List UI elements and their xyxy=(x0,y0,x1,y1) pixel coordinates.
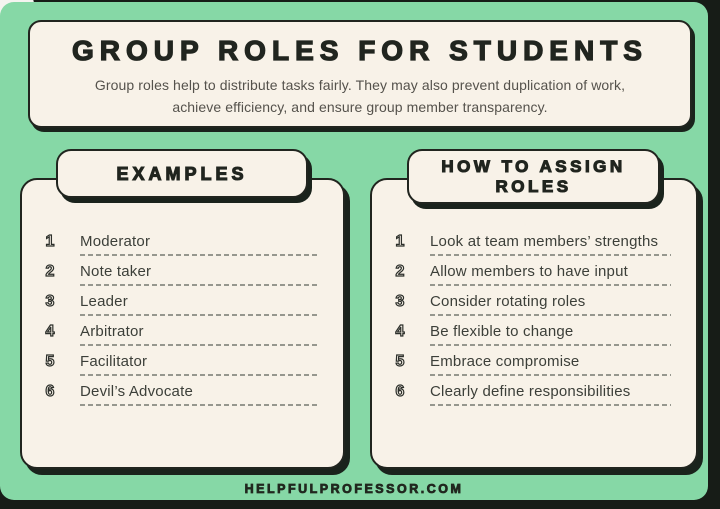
step-label: Embrace compromise xyxy=(430,353,580,370)
list-item xyxy=(22,324,343,354)
dashed-underline xyxy=(430,404,671,406)
list-item xyxy=(372,354,696,384)
item-number: 3 xyxy=(395,293,405,310)
item-number: 5 xyxy=(45,353,55,370)
examples-panel xyxy=(20,178,345,469)
dashed-underline xyxy=(430,344,671,346)
item-number: 3 xyxy=(45,293,55,310)
examples-heading: EXAMPLES xyxy=(116,163,248,184)
role-label: Devil’s Advocate xyxy=(80,383,193,400)
step-label: Clearly define responsibilities xyxy=(430,383,631,400)
page-subtitle xyxy=(30,74,690,118)
list-item xyxy=(22,234,343,264)
list-item xyxy=(372,264,696,294)
item-number: 1 xyxy=(395,233,405,250)
assign-roles-heading-line-1: HOW TO ASSIGN xyxy=(441,156,626,176)
list-item xyxy=(372,324,696,354)
dashed-underline xyxy=(80,374,318,376)
page-title: GROUP ROLES FOR STUDENTS xyxy=(72,35,648,66)
item-number: 2 xyxy=(45,263,55,280)
examples-list xyxy=(22,234,343,414)
website-footer: HELPFULPROFESSOR.COM xyxy=(244,482,464,496)
dashed-underline xyxy=(80,284,318,286)
role-label: Note taker xyxy=(80,263,152,280)
assign-roles-panel xyxy=(370,178,698,469)
subtitle-line-1: Group roles help to distribute tasks fairly. They may also prevent duplication of work, xyxy=(94,77,626,93)
dashed-underline xyxy=(80,344,318,346)
list-item xyxy=(22,354,343,384)
item-number: 1 xyxy=(45,233,55,250)
list-item xyxy=(372,384,696,414)
assign-roles-heading-line-2: ROLES xyxy=(495,176,572,196)
item-number: 2 xyxy=(395,263,405,280)
dashed-underline xyxy=(430,254,671,256)
dashed-underline xyxy=(430,284,671,286)
step-label: Allow members to have input xyxy=(430,263,628,280)
dashed-underline xyxy=(80,404,318,406)
subtitle-line-2: achieve efficiency, and ensure group member transparency. xyxy=(172,99,548,115)
assign-roles-heading-pill xyxy=(407,149,660,204)
role-label: Arbitrator xyxy=(80,323,144,340)
examples-heading-pill xyxy=(56,149,308,198)
item-number: 5 xyxy=(395,353,405,370)
item-number: 4 xyxy=(395,323,405,340)
step-label: Look at team members’ strengths xyxy=(430,233,659,250)
role-label: Facilitator xyxy=(80,353,148,370)
item-number: 4 xyxy=(45,323,55,340)
dashed-underline xyxy=(430,314,671,316)
list-item xyxy=(372,294,696,324)
list-item xyxy=(22,294,343,324)
item-number: 6 xyxy=(45,383,55,400)
list-item xyxy=(22,264,343,294)
header-card xyxy=(28,20,692,128)
item-number: 6 xyxy=(395,383,405,400)
dashed-underline xyxy=(80,314,318,316)
dashed-underline xyxy=(430,374,671,376)
step-label: Be flexible to change xyxy=(430,323,574,340)
poster-background xyxy=(0,2,708,500)
list-item xyxy=(372,234,696,264)
role-label: Leader xyxy=(80,293,128,310)
role-label: Moderator xyxy=(80,233,151,250)
dashed-underline xyxy=(80,254,318,256)
list-item xyxy=(22,384,343,414)
assign-roles-list xyxy=(372,234,696,414)
step-label: Consider rotating roles xyxy=(430,293,586,310)
